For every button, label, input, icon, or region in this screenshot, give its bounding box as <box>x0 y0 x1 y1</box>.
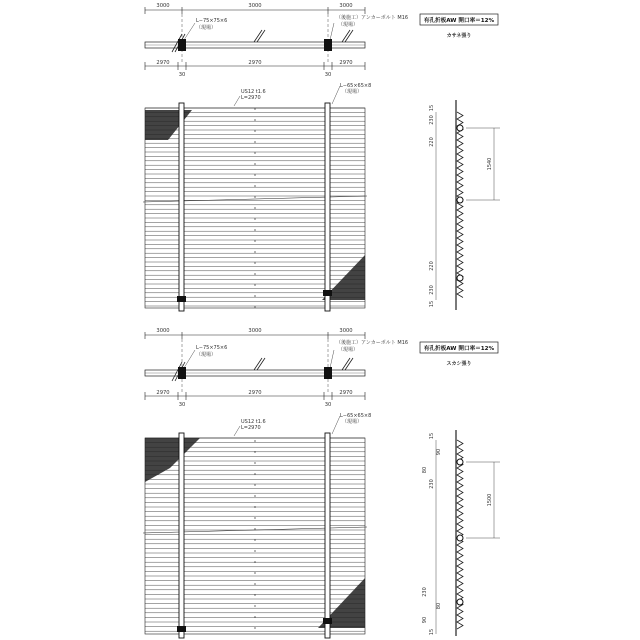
fixing-bolt <box>457 535 463 541</box>
post-left <box>179 103 184 311</box>
anchor-note-sub: （現場） <box>338 347 359 353</box>
bottom-dim: 2970 <box>156 390 170 396</box>
angle-note-sub: （現場） <box>196 25 217 31</box>
angle-note: L−75×75×6 <box>196 18 228 24</box>
top-dim: 3000 <box>156 3 170 9</box>
panel-label: US12 t1.6 <box>241 89 266 95</box>
gap-dim: 30 <box>324 72 332 78</box>
sheet-lower <box>143 328 500 638</box>
bottom-dim: 2970 <box>339 60 353 66</box>
section-dim: 220 <box>429 137 435 147</box>
section-dim: 15 <box>429 104 435 112</box>
panel-stripes <box>145 438 365 634</box>
fixing-bolt <box>457 275 463 281</box>
post-right <box>325 103 330 311</box>
post-right <box>325 433 330 638</box>
anchor-note: （後施工）アンカーボルト M16 <box>336 340 409 346</box>
top-dim: 3000 <box>339 3 353 9</box>
fixing-bolt <box>457 197 463 203</box>
panel-label: US12 t1.6 <box>241 419 266 425</box>
section-dim: 80 <box>436 602 442 610</box>
bracket-left <box>178 367 186 379</box>
section-dim: 90 <box>422 616 428 624</box>
post-left <box>179 433 184 638</box>
gap-dim: 30 <box>324 402 332 408</box>
bracket-right <box>324 367 332 379</box>
sheet-upper <box>143 3 500 311</box>
post-label-sub: （現場） <box>342 419 363 425</box>
spec-subtitle: スカシ張り <box>446 361 472 367</box>
top-dim: 3000 <box>339 328 353 334</box>
fixing-bolt <box>457 599 463 605</box>
top-dim: 3000 <box>156 328 170 334</box>
section-dim: 15 <box>429 300 435 308</box>
post-foot-right <box>323 290 332 296</box>
top-dim: 3000 <box>248 3 262 9</box>
post-foot-left <box>177 626 186 632</box>
post-label-sub: （現場） <box>342 89 363 95</box>
section-dim: 230 <box>429 285 435 295</box>
section-dim: 1500 <box>487 493 493 507</box>
bottom-dim: 2970 <box>248 390 262 396</box>
anchor-note-sub: （現場） <box>338 22 359 28</box>
perforation-pattern-top <box>145 110 192 140</box>
bottom-dim: 2970 <box>248 60 262 66</box>
perforation-pattern-top <box>145 438 200 482</box>
spec-subtitle: カサネ張り <box>446 33 472 39</box>
section-dim: 230 <box>422 587 428 597</box>
elevation-view <box>143 416 367 638</box>
bottom-dim: 2970 <box>156 60 170 66</box>
section-dim: 90 <box>436 448 442 456</box>
section-dim: 230 <box>429 115 435 125</box>
post-label: L−65×65×8 <box>340 83 372 89</box>
panel-length: L=2970 <box>241 95 261 101</box>
bracket-right <box>324 39 332 51</box>
fixing-bolt <box>457 125 463 131</box>
corrugated-profile <box>457 112 463 298</box>
post-label: L−65×65×8 <box>340 413 372 419</box>
post-foot-right <box>323 618 332 624</box>
panel-outline <box>145 438 365 634</box>
spec-title: 有孔折板AW 開口率＝12% <box>423 18 495 24</box>
section-view <box>436 100 500 310</box>
post-foot-left <box>177 296 186 302</box>
bottom-dim: 2970 <box>339 390 353 396</box>
section-dim: 15 <box>429 432 435 440</box>
angle-note-sub: （現場） <box>196 352 217 358</box>
section-dim: 15 <box>429 628 435 636</box>
angle-note: L−75×75×6 <box>196 345 228 351</box>
gap-dim: 30 <box>178 402 186 408</box>
section-dim: 220 <box>429 261 435 271</box>
anchor-note: （後施工）アンカーボルト M16 <box>336 15 409 21</box>
top-dim: 3000 <box>248 328 262 334</box>
spec-title: 有孔折板AW 開口率＝12% <box>423 346 495 352</box>
panel-length: L=2970 <box>241 425 261 431</box>
elevation-view <box>143 86 367 311</box>
bracket-left <box>178 39 186 51</box>
section-dim: 1540 <box>487 157 493 171</box>
section-dim: 80 <box>422 466 428 474</box>
gap-dim: 30 <box>178 72 186 78</box>
section-view <box>436 430 500 636</box>
section-dim: 230 <box>429 479 435 489</box>
fixing-bolt <box>457 459 463 465</box>
